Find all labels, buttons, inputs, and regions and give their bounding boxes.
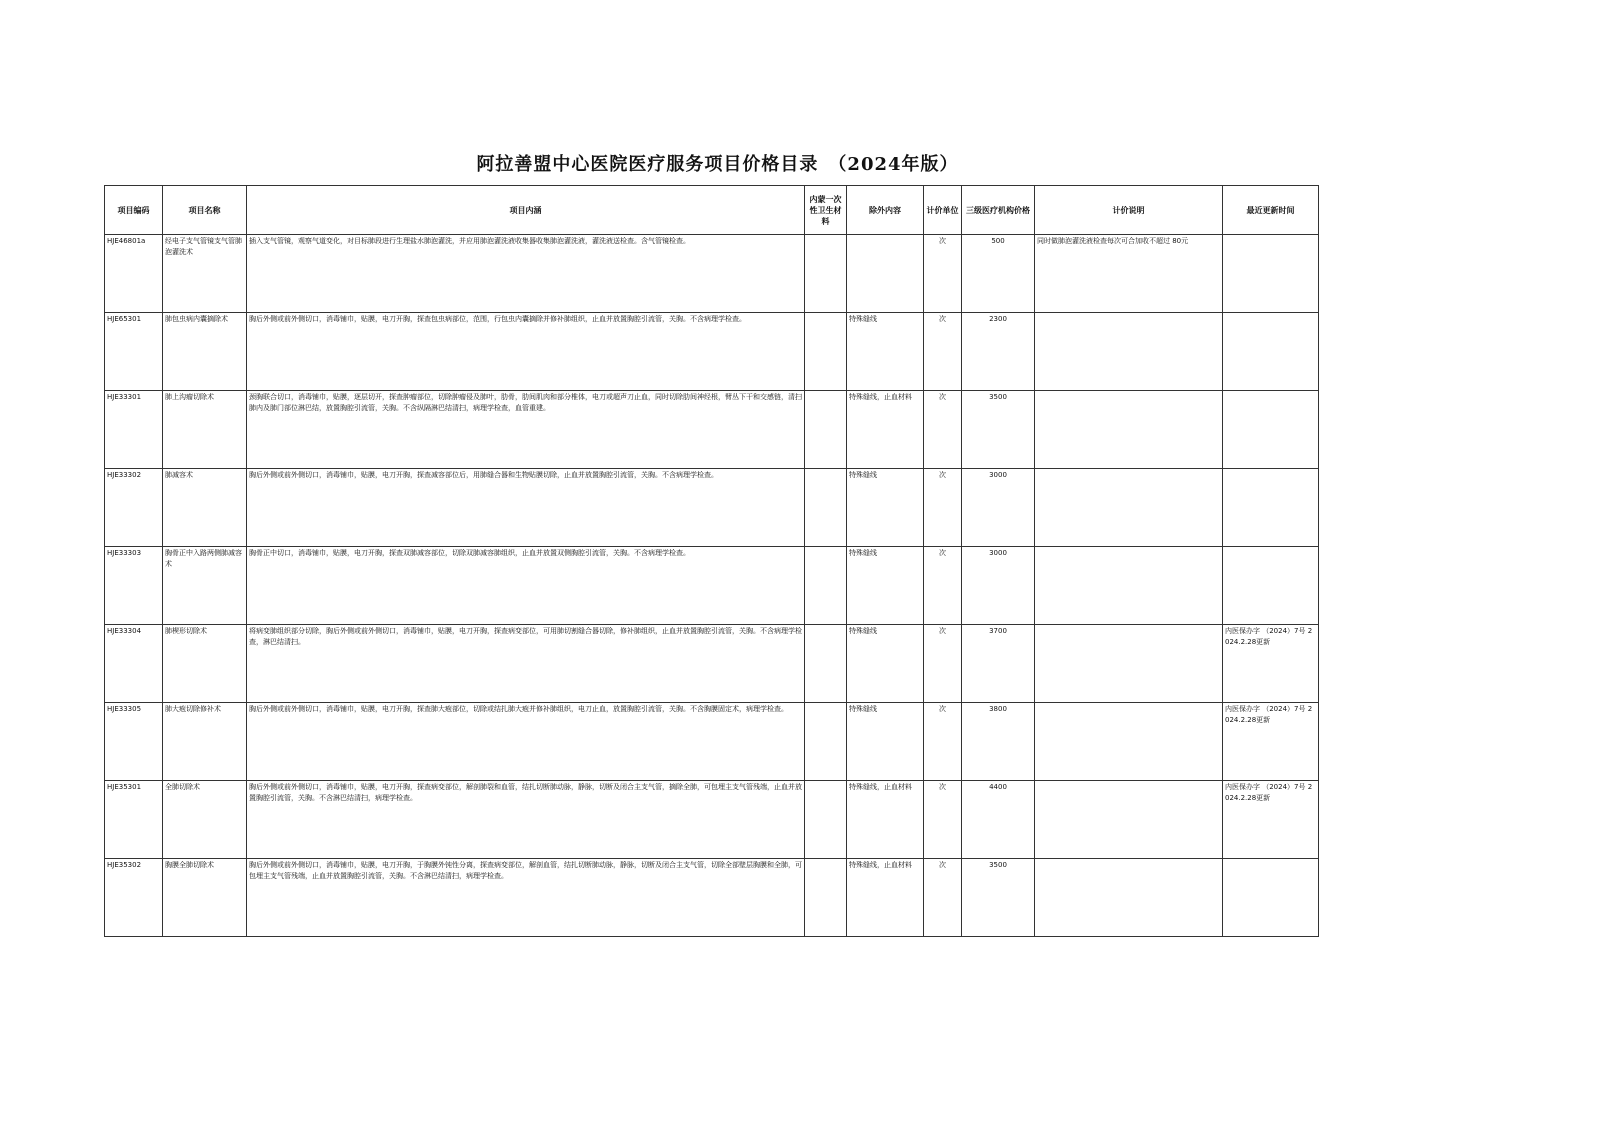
- cell-name: 肺大疱切除修补术: [163, 703, 247, 781]
- cell-code: HJE65301: [105, 313, 163, 391]
- cell-updated: [1223, 469, 1319, 547]
- cell-name: 胸骨正中入路两侧肺减容术: [163, 547, 247, 625]
- cell-consumables: [805, 625, 847, 703]
- page-title: 阿拉善盟中心医院医疗服务项目价格目录 （2024年版）: [476, 154, 959, 175]
- cell-excluded: 特殊缝线: [847, 469, 924, 547]
- cell-updated: [1223, 313, 1319, 391]
- cell-price: 500: [962, 235, 1035, 313]
- cell-excluded: 特殊缝线，止血材料: [847, 391, 924, 469]
- cell-note: [1035, 781, 1223, 859]
- header-unit: 计价单位: [924, 186, 962, 235]
- cell-code: HJE33302: [105, 469, 163, 547]
- cell-unit: 次: [924, 625, 962, 703]
- cell-unit: 次: [924, 781, 962, 859]
- cell-excluded: 特殊缝线，止血材料: [847, 781, 924, 859]
- cell-price: 3700: [962, 625, 1035, 703]
- cell-unit: 次: [924, 859, 962, 937]
- header-price: 三级医疗机构价格: [962, 186, 1035, 235]
- cell-unit: 次: [924, 391, 962, 469]
- cell-content: 胸后外侧或前外侧切口，消毒铺巾，贴膜，电刀开胸，探查包虫病部位，范围，行包虫内囊摘除并修补肺组织，止血并放置胸腔引流管，关胸。不含病理学检查。: [247, 313, 805, 391]
- cell-consumables: [805, 781, 847, 859]
- cell-consumables: [805, 547, 847, 625]
- cell-excluded: 特殊缝线，止血材料: [847, 859, 924, 937]
- cell-code: HJE33303: [105, 547, 163, 625]
- cell-name: 肺包虫病内囊摘除术: [163, 313, 247, 391]
- header-content: 项目内涵: [247, 186, 805, 235]
- cell-updated: 内医保办字 （2024）7号 2024.2.28更新: [1223, 703, 1319, 781]
- cell-code: HJE46801a: [105, 235, 163, 313]
- cell-name: 肺上沟瘤切除术: [163, 391, 247, 469]
- cell-note: [1035, 547, 1223, 625]
- table-row: [105, 469, 1319, 547]
- cell-code: HJE33304: [105, 625, 163, 703]
- cell-note: [1035, 391, 1223, 469]
- table-row: [105, 391, 1319, 469]
- cell-excluded: 特殊缝线: [847, 313, 924, 391]
- cell-updated: 内医保办字 （2024）7号 2024.2.28更新: [1223, 625, 1319, 703]
- header-code: 项目编码: [105, 186, 163, 235]
- table-row: [105, 547, 1319, 625]
- cell-content: 胸后外侧或前外侧切口，消毒铺巾，贴膜，电刀开胸，探查病变部位，解剖肺裂和血管，结扎切断肺动脉，静脉，切断及闭合主支气管，摘除全肺，可包埋主支气管残端，止血并放置胸腔引流管，关胸。不含淋巴结清扫，病理学检查。: [247, 781, 805, 859]
- cell-note: [1035, 703, 1223, 781]
- cell-note: [1035, 313, 1223, 391]
- price-catalog-table: [104, 185, 1319, 937]
- cell-code: HJE35302: [105, 859, 163, 937]
- cell-price: 3500: [962, 391, 1035, 469]
- cell-consumables: [805, 313, 847, 391]
- header-name: 项目名称: [163, 186, 247, 235]
- cell-content: 插入支气管镜，观察气道变化，对目标肺段进行生理盐水肺泡灌洗，并应用肺泡灌洗液收集器收集肺泡灌洗液，灌洗液送检查。含气管镜检查。: [247, 235, 805, 313]
- cell-updated: [1223, 235, 1319, 313]
- cell-unit: 次: [924, 547, 962, 625]
- header-row: [105, 186, 1319, 235]
- cell-unit: 次: [924, 469, 962, 547]
- table-row: [105, 781, 1319, 859]
- cell-price: 3500: [962, 859, 1035, 937]
- cell-updated: [1223, 859, 1319, 937]
- cell-price: 3000: [962, 469, 1035, 547]
- header-consumables: 内蒙一次性卫生材料: [805, 186, 847, 235]
- table-row: [105, 313, 1319, 391]
- cell-code: HJE33305: [105, 703, 163, 781]
- cell-updated: 内医保办字 （2024）7号 2024.2.28更新: [1223, 781, 1319, 859]
- header-excluded: 除外内容: [847, 186, 924, 235]
- cell-consumables: [805, 235, 847, 313]
- cell-name: 经电子支气管镜支气管肺泡灌洗术: [163, 235, 247, 313]
- cell-updated: [1223, 391, 1319, 469]
- cell-note: [1035, 469, 1223, 547]
- cell-content: 颈胸联合切口，消毒铺巾，贴膜，逐层切开，探查肿瘤部位，切除肿瘤侵及肺叶，肋骨，肋间肌肉和部分椎体，电刀或超声刀止血，同时切除肋间神经根，臂丛下干和交感链，清扫肺内及肺门部位淋巴结，放置胸腔引流管，关胸。不含纵隔淋巴结清扫，病理学检查，血管重建。: [247, 391, 805, 469]
- table-row: [105, 859, 1319, 937]
- cell-unit: 次: [924, 313, 962, 391]
- header-updated: 最近更新时间: [1223, 186, 1319, 235]
- cell-content: 将病变肺组织部分切除，胸后外侧或前外侧切口，消毒铺巾，贴膜，电刀开胸，探查病变部位，可用肺切割缝合器切除，修补肺组织，止血并放置胸腔引流管，关胸。不含病理学检查，淋巴结清扫。: [247, 625, 805, 703]
- cell-content: 胸骨正中切口，消毒铺巾，贴膜，电刀开胸，探查双肺减容部位，切除双肺减容肺组织，止血并放置双侧胸腔引流管，关胸。不含病理学检查。: [247, 547, 805, 625]
- table-row: [105, 703, 1319, 781]
- cell-excluded: [847, 235, 924, 313]
- cell-consumables: [805, 469, 847, 547]
- cell-note: 同时做肺泡灌洗液检查每次可合加收不超过 80元: [1035, 235, 1223, 313]
- cell-content: 胸后外侧或前外侧切口，消毒铺巾，贴膜，电刀开胸，探查肺大疱部位，切除或结扎肺大疱并修补肺组织，电刀止血，放置胸腔引流管，关胸。不含胸膜固定术，病理学检查。: [247, 703, 805, 781]
- cell-price: 3800: [962, 703, 1035, 781]
- cell-price: 4400: [962, 781, 1035, 859]
- cell-note: [1035, 625, 1223, 703]
- cell-name: 胸膜全肺切除术: [163, 859, 247, 937]
- cell-excluded: 特殊缝线: [847, 703, 924, 781]
- cell-excluded: 特殊缝线: [847, 625, 924, 703]
- cell-name: 肺减容术: [163, 469, 247, 547]
- cell-content: 胸后外侧或前外侧切口，消毒铺巾，贴膜，电刀开胸，探查减容部位后，用肺缝合器和生物贴膜切除，止血并放置胸腔引流管，关胸。不含病理学检查。: [247, 469, 805, 547]
- cell-consumables: [805, 391, 847, 469]
- cell-updated: [1223, 547, 1319, 625]
- header-note: 计价说明: [1035, 186, 1223, 235]
- cell-price: 2300: [962, 313, 1035, 391]
- cell-unit: 次: [924, 703, 962, 781]
- cell-consumables: [805, 859, 847, 937]
- table-row: [105, 625, 1319, 703]
- table-row: [105, 235, 1319, 313]
- cell-code: HJE33301: [105, 391, 163, 469]
- cell-consumables: [805, 703, 847, 781]
- cell-excluded: 特殊缝线: [847, 547, 924, 625]
- cell-code: HJE35301: [105, 781, 163, 859]
- cell-note: [1035, 859, 1223, 937]
- cell-name: 全肺切除术: [163, 781, 247, 859]
- cell-unit: 次: [924, 235, 962, 313]
- cell-name: 肺楔形切除术: [163, 625, 247, 703]
- cell-price: 3000: [962, 547, 1035, 625]
- cell-content: 胸后外侧或前外侧切口，消毒铺巾，贴膜，电刀开胸，于胸膜外钝性分离，探查病变部位，解剖血管，结扎切断肺动脉，静脉，切断及闭合主支气管，切除全部壁层胸膜和全肺，可包埋主支气管残端，止血并放置胸腔引流管，关胸。不含淋巴结清扫，病理学检查。: [247, 859, 805, 937]
